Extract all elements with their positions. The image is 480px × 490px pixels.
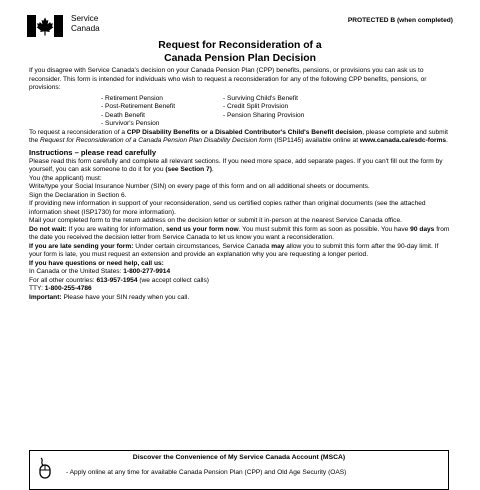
form-body [29,67,451,302]
form-title-line1: Request for Reconsideration of a [158,40,322,51]
instruction-item: Write/type your Social Insurance Number (SIN) on every page of this form and on all additional sheets or documents. [29,183,370,190]
msca-box [29,450,449,490]
esdc-forms-link[interactable]: www.canada.ca/esdc-forms [359,137,447,144]
instructions-paragraph: Please read this form carefully and complete all relevant sections. If you need more space, add separate pages. If you can't fill out the form by yourself, you can ask someone to do it for you (see Section 7). [29,157,443,173]
phone-canada-us: In Canada or the United States: 1-800-277-9914 [29,268,171,275]
service-canada-logo [27,14,100,37]
msca-item: - Apply online at any time for available Canada Pension Plan (CPP) and Old Age Security (OAS) [66,469,347,476]
logo-canada: Canada [71,24,100,33]
instruction-item: Sign the Declaration in Section 6. [29,191,127,199]
late-paragraph: If you are late sending your form: Under certain circumstances, Service Canada may allow you to submit this form after the 90-day limit. If your form is late, you must request an extension and provide an explanation why you are requesting a longer period. [29,242,439,258]
instructions-heading: Instructions – please read carefully [29,147,157,157]
phone-tty: TTY: 1-800-255-4786 [29,285,92,292]
phone-other-countries: For all other countries: 613-957-1954 (we accept collect calls) [29,276,209,284]
list-item: - Death Benefit [101,112,223,121]
list-item: - Post-Retirement Benefit [101,103,223,112]
applicant-must: You (the applicant) must: [29,174,102,182]
important-note: Important: Please have your SIN ready when you call. [29,293,190,301]
do-not-wait-paragraph: Do not wait: If you are waiting for information, send us your form now. You must submit this form as soon as possible. You have 90 days from the date you received the decision letter from Service Canada to let us know you want a reconsideration. [29,225,450,241]
instruction-item: Mail your completed form to the return address on the decision letter or submit it in-person at the nearest Service Canada office. [29,217,402,224]
list-item: - Surviving Child's Benefit [223,95,304,104]
disability-paragraph: To request a reconsideration of a CPP Disability Benefits or a Disabled Contributor's Child's Benefit decision, please complete and submit the Request for Reconsideration of a Canada Pension Plan Disability Decision form (ISP1145) available online at www.canada.ca/esdc-forms. [29,128,448,144]
benefit-list-left [101,95,223,129]
benefit-lists [101,95,451,129]
list-item: - Retirement Pension [101,95,223,104]
benefit-list-right [223,95,304,129]
instruction-item: If providing new information in support of your reconsideration, send us certified copies rather than original documents (see the attached information sheet (ISP1730) for more information). [29,200,426,216]
form-title-line2: Canada Pension Plan Decision [164,52,316,64]
protected-label: PROTECTED B (when completed) [347,17,453,24]
list-item: - Pension Sharing Provision [223,112,304,121]
help-heading: If you have questions or need help, call us: [29,259,164,267]
list-item: - Survivor's Pension [101,120,223,129]
logo-service: Service [71,14,99,23]
canada-flag-icon [27,15,63,37]
msca-title: Discover the Convenience of My Service Canada Account (MSCA) [132,454,346,461]
form-title [0,40,480,65]
intro-paragraph: If you disagree with Service Canada's decision on your Canada Pension Plan (CPP) benefits, pensions, or provisions you can ask us to reconsider. This form is intended for individuals who wish to request a reconsideration for any of the following CPP benefits, pensions, or provisions: [29,67,427,91]
list-item: - Credit Split Provision [223,103,304,112]
